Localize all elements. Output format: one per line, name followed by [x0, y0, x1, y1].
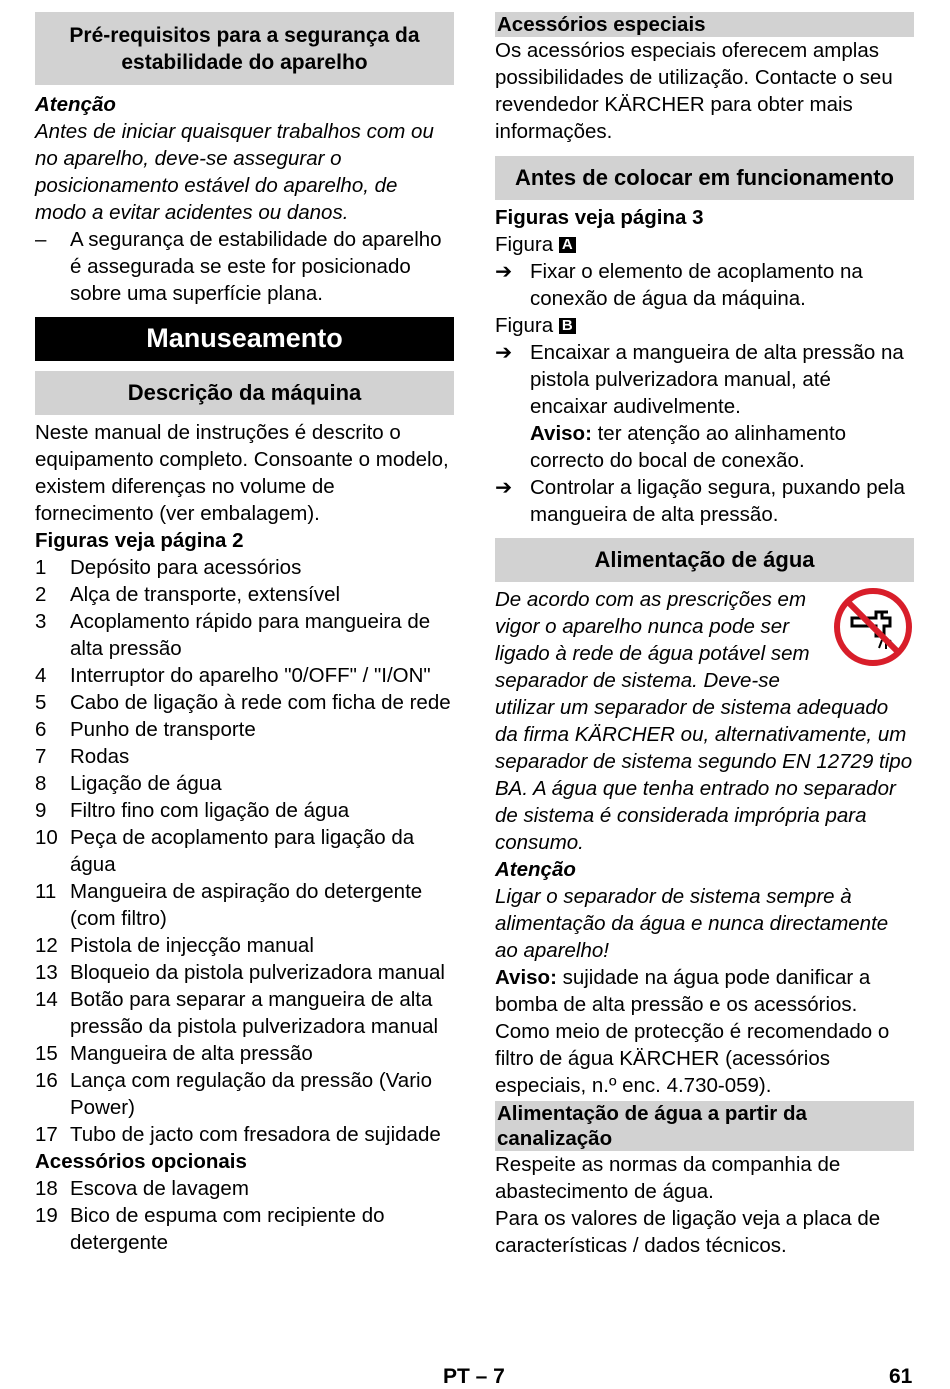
list-item: 16 Lança com regulação da pressão (Vario Power): [35, 1069, 432, 1119]
footer-language-page: PT – 7: [443, 1365, 505, 1388]
attention-label: Atenção: [35, 93, 116, 116]
list-item: 18 Escova de lavagem: [35, 1177, 249, 1200]
dash-mark: –: [35, 228, 47, 251]
figures3-label: Figuras veja página 3: [495, 206, 704, 229]
figures-label: Figuras veja página 2: [35, 529, 244, 552]
list-item: 15 Mangueira de alta pressão: [35, 1042, 313, 1065]
no-drinking-water-connection-icon: [832, 586, 914, 668]
optional-accessories-label: Acessórios opcionais: [35, 1150, 247, 1173]
heading-stability: Pré-requisitos para a segurança da estabilidade do aparelho: [35, 12, 454, 85]
list-item: 7 Rodas: [35, 745, 130, 768]
list-item: 13 Bloqueio da pistola pulverizadora manual: [35, 961, 445, 984]
attention-text: Antes de iniciar quaisquer trabalhos com ou no aparelho, deve-se assegurar o posicionamento estável do aparelho, de modo a evitar acidentes ou danos.: [35, 120, 434, 224]
mains-text-1: Respeite as normas da companhia de abastecimento de água.: [495, 1153, 841, 1203]
list-item: 11 Mangueira de aspiração do detergente (com filtro): [35, 880, 423, 930]
heading-water-supply: Alimentação de água: [495, 538, 914, 582]
water-block: [495, 586, 914, 856]
list-item: 19 Bico de espuma com recipiente do detergente: [35, 1204, 385, 1254]
list-item: 3 Acoplamento rápido para mangueira de alta pressão: [35, 610, 431, 660]
list-item: 5 Cabo de ligação à rede com ficha de rede: [35, 691, 451, 714]
list-item: 8 Ligação de água: [35, 772, 222, 795]
footer-page-number: 61: [889, 1365, 913, 1388]
attention-label-right: Atenção: [495, 858, 576, 881]
figure-a-badge: A: [559, 237, 576, 253]
list-item: 12 Pistola de injecção manual: [35, 934, 314, 957]
heading-mains-water: Alimentação de água a partir da canalização: [495, 1101, 914, 1151]
figure-b-label: Figura B: [495, 312, 914, 339]
list-item: 14 Botão para separar a mangueira de alta pressão da pistola pulverizadora manual: [35, 988, 439, 1038]
right-column: [495, 12, 914, 1259]
heading-special-accessories: Acessórios especiais: [495, 12, 914, 37]
dash-item: [35, 226, 454, 307]
heading-machine-description: Descrição da máquina: [35, 371, 454, 415]
parts-list: [35, 554, 454, 1148]
heading-handling: Manuseamento: [35, 317, 454, 361]
list-item: 1 Depósito para acessórios: [35, 556, 302, 579]
list-item: 6 Punho de transporte: [35, 718, 256, 741]
step-b1: ➔ Encaixar a mangueira de alta pressão na pistola pulverizadora manual, até encaixar audivelmente. Aviso: ter atenção ao alinhamento correcto do bocal de conexão.: [495, 341, 904, 472]
arrow-icon: ➔: [495, 341, 513, 364]
left-column: [35, 12, 454, 1256]
dash-text: A segurança de estabilidade do aparelho é assegurada se este for posicionado sobre uma superfície plana.: [70, 228, 442, 305]
list-item: 2 Alça de transporte, extensível: [35, 583, 341, 606]
arrow-icon: ➔: [495, 260, 513, 283]
aviso-water-text: Aviso: sujidade na água pode danificar a bomba de alta pressão e os acessórios. Como meio de protecção é recomendado o filtro de água KÄRCHER (acessórios especiais, n.º enc. 4.730-059).: [495, 966, 890, 1097]
attention-text-right: Ligar o separador de sistema sempre à alimentação da água e nunca directamente ao aparelho!: [495, 885, 889, 962]
special-text: Os acessórios especiais oferecem amplas possibilidades de utilização. Contacte o seu revendedor KÄRCHER para obter mais informações.: [495, 39, 893, 143]
list-item: 9 Filtro fino com ligação de água: [35, 799, 350, 822]
arrow-icon: ➔: [495, 476, 513, 499]
machine-text: Neste manual de instruções é descrito o equipamento completo. Consoante o modelo, existem diferenças no volume de fornecimento (ver embalagem).: [35, 421, 449, 525]
list-item: 17 Tubo de jacto com fresadora de sujidade: [35, 1123, 441, 1146]
water-warning-text: De acordo com as prescrições em vigor o aparelho nunca pode ser ligado à rede de água potável sem separador de sistema. Deve-se utilizar um separador de sistema adequado da firma KÄRCHER ou, alternativamente, um separador de sistema segundo EN 12729 tipo BA. A água que tenha entrado no separador de sistema é considerada imprópria para consumo.: [495, 588, 913, 854]
optional-list: [35, 1175, 454, 1256]
step-b2: ➔ Controlar a ligação segura, puxando pela mangueira de alta pressão.: [495, 476, 905, 526]
step-a1: ➔ Fixar o elemento de acoplamento na conexão de água da máquina.: [495, 260, 863, 310]
figure-b-badge: B: [559, 318, 576, 334]
list-item: 4 Interruptor do aparelho "0/OFF" / "I/ON": [35, 664, 431, 687]
heading-before-start: Antes de colocar em funcionamento: [495, 156, 914, 200]
list-item: 10 Peça de acoplamento para ligação da água: [35, 826, 415, 876]
mains-text-2: Para os valores de ligação veja a placa de características / dados técnicos.: [495, 1207, 881, 1257]
figure-a-label: Figura A: [495, 231, 914, 258]
aviso-label: Aviso:: [530, 422, 592, 445]
